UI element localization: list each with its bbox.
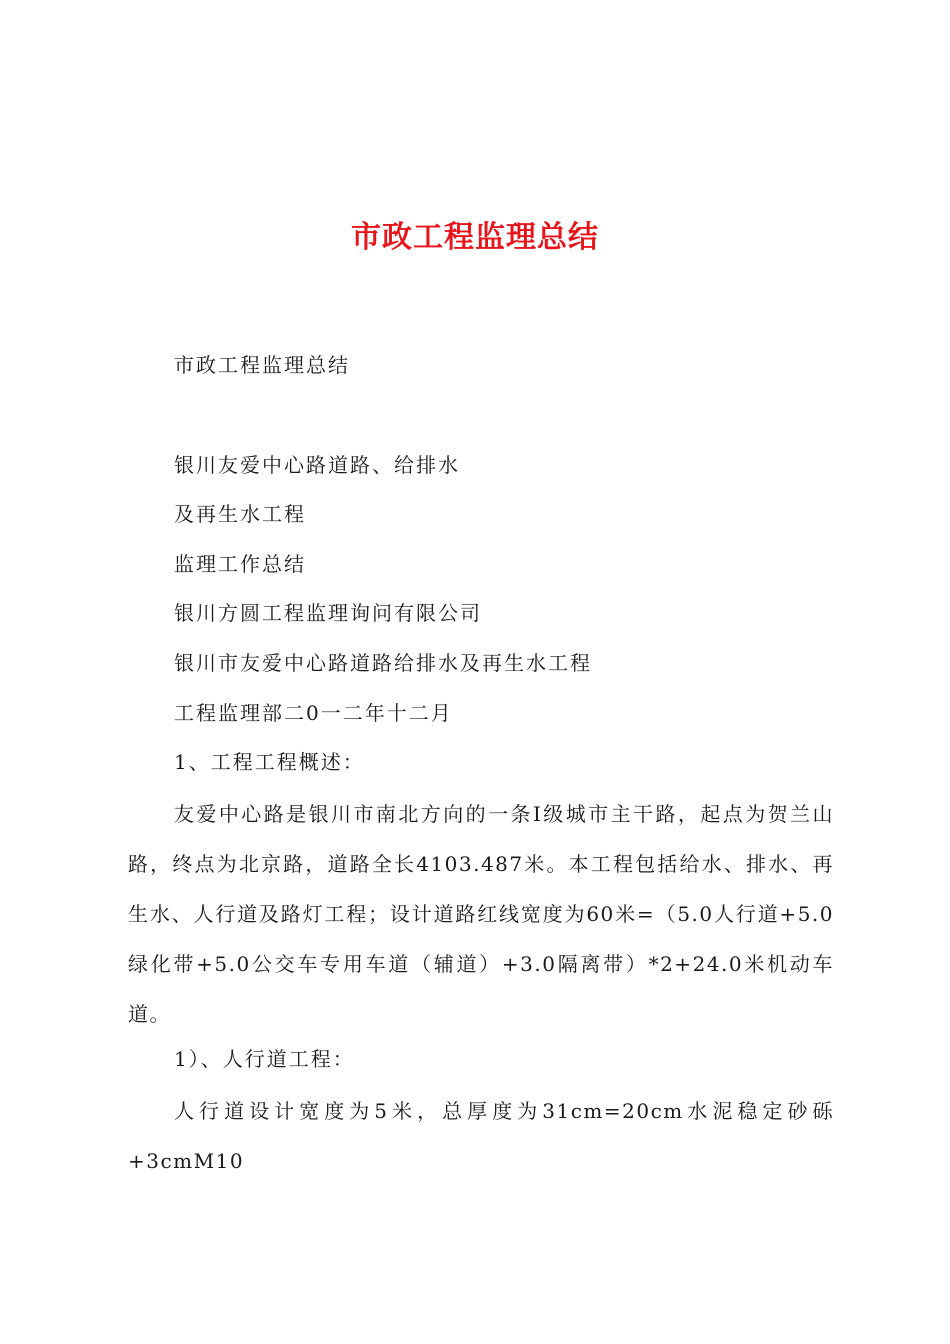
cover-line-project-scope: 及再生水工程 [174,502,306,526]
document-subtitle: 市政工程监理总结 [174,353,350,377]
cover-line-department-date: 工程监理部二0一二年十二月 [174,701,453,725]
document-title: 市政工程监理总结 [351,220,599,255]
cover-line-project-full: 银川市友爱中心路道路给排水及再生水工程 [174,651,592,675]
subsection-1-heading: 1）、人行道工程： [174,1047,355,1071]
cover-line-project-name: 银川友爱中心路道路、给排水 [174,453,460,477]
cover-line-report-type: 监理工作总结 [174,552,306,576]
cover-line-company: 银川方圆工程监理询问有限公司 [174,601,482,625]
subsection-1-body: 人行道设计宽度为5米，总厚度为31cm=20cm水泥稳定砂砾+3cmM10 [128,1099,834,1173]
section-1-body: 友爱中心路是银川市南北方向的一条Ⅰ级城市主干路，起点为贺兰山路，终点为北京路，道路全长4103.487米。本工程包括给水、排水、再生水、人行道及路灯工程；设计道路红线宽度为60米=（5.0人行道+5.0绿化带+5.0公交车专用车道（辅道）+3.0隔离带）*2+24.0米机动车道。 [128,802,834,1026]
section-1-heading: 1、工程工程概述： [174,750,365,774]
